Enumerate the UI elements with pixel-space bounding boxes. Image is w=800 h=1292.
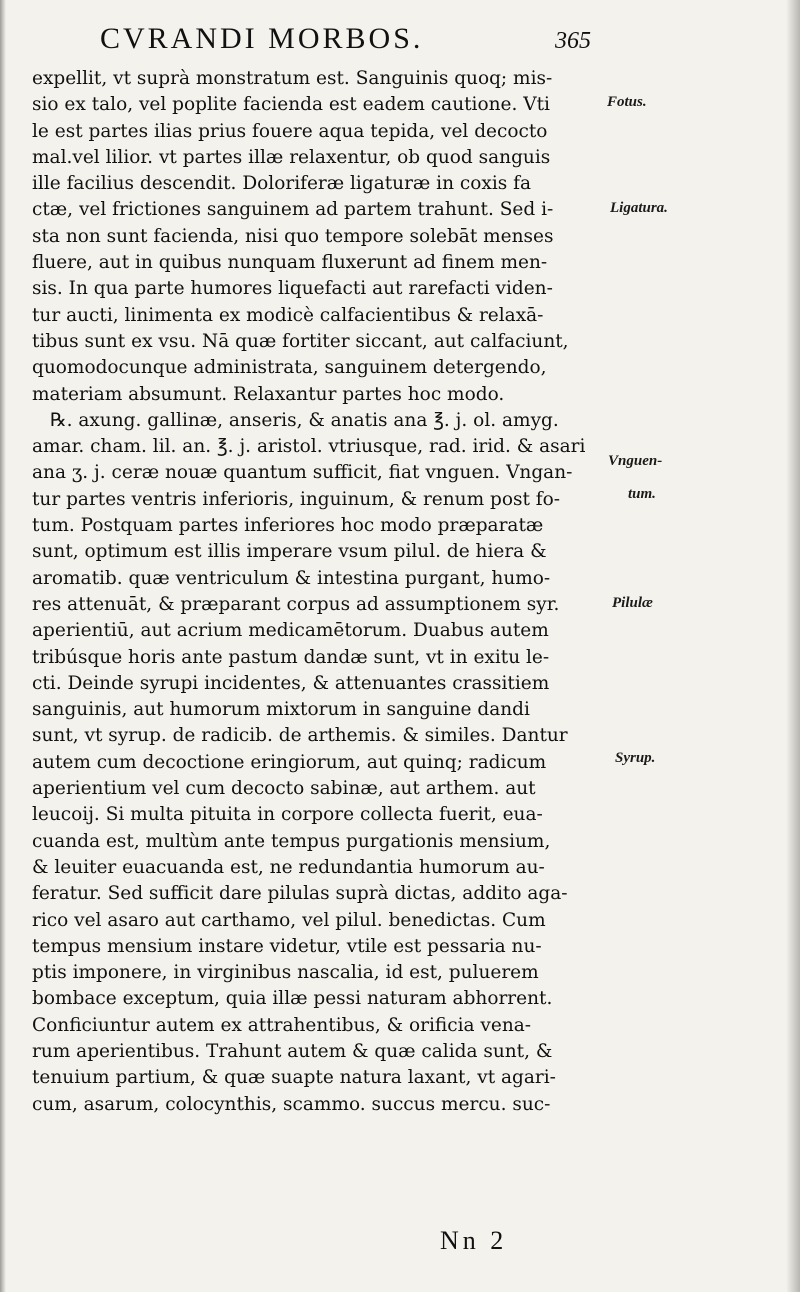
text-line: aperientium vel cum decocto sabinæ, aut arthem. aut (32, 778, 536, 800)
body-text (32, 66, 602, 1118)
text-line: mal.vel lilior. vt partes illæ relaxentur, ob quod sanguis (32, 146, 551, 168)
text-line: res attenuāt, & præparant corpus ad assumptionem syr. (32, 593, 560, 615)
text-line: aperientiū, aut acrium medicamētorum. Duabus autem (32, 620, 549, 642)
text-line: tum. Postquam partes inferiores hoc modo præparatæ (32, 515, 544, 537)
text-line: sis. In qua parte humores liquefacti aut rarefacti viden- (32, 278, 553, 300)
text-line: cum, asarum, colocynthis, scammo. succus mercu. suc- (32, 1093, 551, 1115)
text-line: autem cum decoctione eringiorum, aut quinq; radicum (32, 751, 547, 773)
text-line: & leuiter euacuanda est, ne redundantia humorum au- (32, 856, 545, 878)
signature-mark: Nn 2 (440, 1226, 508, 1255)
text-line: sio ex talo, vel poplite facienda est eadem cautione. Vti (32, 94, 550, 116)
page-left-shadow (0, 0, 6, 1292)
text-line: ille facilius descendit. Doloriferæ ligaturæ in coxis fa (32, 173, 531, 195)
page-number: 365 (555, 28, 591, 54)
text-line: le est partes ilias prius fouere aqua tepida, vel decocto (32, 120, 548, 142)
text-line: quomodocunque administrata, sanguinem detergendo, (32, 357, 547, 379)
text-line: tribúsque horis ante pastum dandæ sunt, vt in exitu le- (32, 646, 550, 668)
text-line: ℞. axung. gallinæ, anseris, & anatis ana ℥. j. ol. amyg. (50, 409, 559, 431)
text-line: sta non sunt facienda, nisi quo tempore solebāt menses (32, 225, 554, 247)
text-line: amar. cham. lil. an. ℥. j. aristol. vtriusque, rad. irid. & asari (32, 436, 586, 458)
text-line: expellit, vt suprà monstratum est. Sanguinis quoq; mis- (32, 68, 553, 89)
text-line: cti. Deinde syrupi incidentes, & attenuantes crassitiem (32, 672, 550, 694)
text-line: aromatib. quæ ventriculum & intestina purgant, humo- (32, 567, 551, 589)
text-line: Conficiuntur autem ex attrahentibus, & orificia vena- (32, 1014, 532, 1036)
text-line: tibus sunt ex vsu. Nā quæ fortiter siccant, aut calfaciunt, (32, 330, 569, 352)
text-line: ptis imponere, in virginibus nascalia, id est, puluerem (32, 962, 539, 984)
text-line: tempus mensium instare videtur, vtile est pessaria nu- (32, 935, 542, 957)
margin-note-pilulae: Pilulæ (612, 595, 653, 611)
text-line: tur partes ventris inferioris, inguinum, & renum post fo- (32, 488, 561, 510)
text-line: tur aucti, linimenta ex modicè calfacientibus & relaxā- (32, 304, 544, 326)
text-line: sunt, vt syrup. de radicib. de arthemis. & similes. Dantur (32, 725, 568, 747)
text-line: fluere, aut in quibus nunquam fluxerunt ad finem men- (32, 252, 548, 274)
text-line: rum aperientibus. Trahunt autem & quæ calida sunt, & (32, 1040, 553, 1062)
text-line: sunt, optimum est illis imperare vsum pilul. de hiera & (32, 541, 547, 563)
text-line: ana ʒ. j. ceræ nouæ quantum sufficit, fiat vnguen. Vngan- (32, 462, 573, 484)
text-line: bombace exceptum, quia illæ pessi naturam abhorrent. (32, 988, 553, 1010)
text-line: sanguinis, aut humorum mixtorum in sanguine dandi (32, 699, 530, 721)
margin-note-ligatura: Ligatura. (610, 200, 668, 216)
text-line: leucoij. Si multa pituita in corpore collecta fuerit, eua- (32, 804, 543, 826)
margin-note-fotus: Fotus. (607, 94, 647, 110)
page-right-shadow (786, 0, 800, 1292)
margin-note-vnguentum-cont: tum. (628, 486, 656, 502)
running-head: CVRANDI MORBOS. (100, 22, 424, 55)
margin-note-syrup: Syrup. (615, 750, 656, 766)
text-line: rico vel asaro aut carthamo, vel pilul. benedictas. Cum (32, 909, 546, 931)
text-line: ctæ, vel frictiones sanguinem ad partem trahunt. Sed i- (32, 199, 554, 221)
text-line: cuanda est, multùm ante tempus purgationis mensium, (32, 830, 551, 852)
text-line: materiam absumunt. Relaxantur partes hoc modo. (32, 383, 505, 405)
text-line: feratur. Sed sufficit dare pilulas suprà dictas, addito aga- (32, 883, 568, 905)
margin-note-vnguentum: Vnguen- (608, 453, 663, 469)
page-header (100, 22, 620, 62)
text-line: tenuium partium, & quæ suapte natura laxant, vt agari- (32, 1067, 556, 1089)
